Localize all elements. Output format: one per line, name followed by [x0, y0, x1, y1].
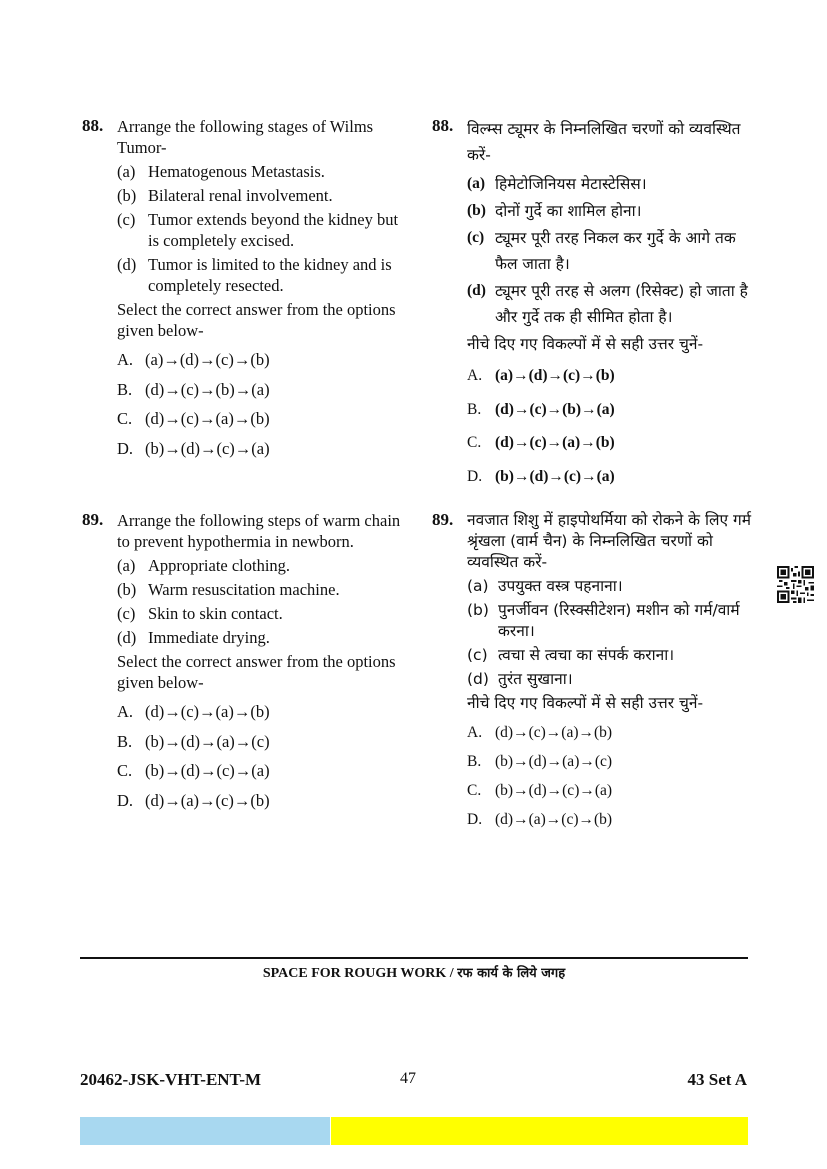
- question-89-hindi: [432, 510, 762, 838]
- option-c: C. (d)→(c)→(a)→(b): [117, 409, 270, 428]
- question-88-hindi: [432, 116, 762, 499]
- question-number: 89.: [82, 510, 104, 529]
- list-item: (d) ट्यूमर पूरी तरह से अलग (रिसेक्ट) हो जाता है और गुर्दे तक ही सीमित होता है।: [467, 282, 748, 326]
- option-b: B. (d)→(c)→(b)→(a): [117, 379, 270, 399]
- list-item: (c) Tumor extends beyond the kidney but is completely excised.: [117, 210, 399, 250]
- footer-color-bar-yellow: [331, 1117, 748, 1145]
- question-stem: Arrange the following stages of Wilms Tumor-: [117, 117, 374, 157]
- option-a: A. (a)→(d)→(c)→(b): [467, 367, 615, 384]
- footer-color-bar-blue: [80, 1117, 330, 1145]
- option-c: C. (b)→(d)→(c)→(a): [467, 782, 613, 799]
- list-item: (a) उपयुक्त वस्त्र पहनाना।: [467, 577, 623, 595]
- question-89-english: [82, 510, 412, 819]
- set-label: 43 Set A: [687, 1070, 747, 1089]
- option-d: D. (b)→(d)→(c)→(a): [467, 467, 615, 485]
- list-item: (b) पुनर्जीवन (रिस्क्सीटेशन) मशीन को गर्म/वार्म करना।: [467, 601, 740, 640]
- instruction: नीचे दिए गए विकल्पों में से सही उत्तर चुनें-: [467, 335, 704, 353]
- divider: [80, 957, 748, 959]
- option-a: A. (d)→(c)→(a)→(b): [467, 724, 613, 741]
- option-c: C. (b)→(d)→(c)→(a): [117, 761, 270, 780]
- page-number: 47: [400, 1070, 416, 1087]
- question-stem: विल्म्स ट्यूमर के निम्नलिखित चरणों को व्यवस्थित करें-: [467, 120, 741, 164]
- rough-work-heading: SPACE FOR ROUGH WORK / रफ कार्य के लिये जगह: [262, 966, 566, 981]
- option-c: C. (d)→(c)→(a)→(b): [467, 434, 615, 451]
- instruction: Select the correct answer from the options given below-: [117, 652, 396, 692]
- option-b: B. (d)→(c)→(b)→(a): [467, 400, 615, 418]
- question-stem: नवजात शिशु में हाइपोथर्मिया को रोकने के लिए गर्म श्रृंखला (वार्म चैन) के निम्नलिखित चरणों को व्यवस्थित करें-: [467, 511, 751, 571]
- list-item: (b) दोनों गुर्दे का शामिल होना।: [467, 202, 642, 220]
- list-item: (c) Skin to skin contact.: [117, 604, 283, 623]
- option-d: D. (d)→(a)→(c)→(b): [117, 790, 270, 810]
- list-item: (c) त्वचा से त्वचा का संपर्क कराना।: [467, 646, 675, 664]
- option-d: D. (b)→(d)→(c)→(a): [117, 438, 270, 458]
- list-item: (a) Appropriate clothing.: [117, 556, 291, 575]
- list-item: (c) ट्यूमर पूरी तरह निकल कर गुर्दे के आगे तक फैल जाता है।: [467, 229, 736, 273]
- option-b: B. (b)→(d)→(a)→(c): [117, 731, 270, 751]
- option-b: B. (b)→(d)→(a)→(c): [467, 753, 613, 770]
- instruction: नीचे दिए गए विकल्पों में से सही उत्तर चुनें-: [467, 694, 704, 712]
- question-stem: Arrange the following steps of warm chain to prevent hypothermia in newborn.: [117, 511, 401, 551]
- qr-code-icon: [777, 566, 814, 603]
- question-number: 89.: [432, 510, 454, 529]
- list-item: (d) तुरंत सुखाना।: [467, 670, 573, 688]
- list-item: (d) Tumor is limited to the kidney and is completely resected.: [117, 255, 392, 295]
- instruction: Select the correct answer from the options given below-: [117, 300, 396, 340]
- question-88-english: [82, 116, 412, 467]
- list-item: (b) Warm resuscitation machine.: [117, 580, 340, 599]
- option-a: A. (d)→(c)→(a)→(b): [117, 702, 270, 721]
- option-a: A. (a)→(d)→(c)→(b): [117, 350, 270, 369]
- list-item: (d) Immediate drying.: [117, 628, 270, 647]
- list-item: (b) Bilateral renal involvement.: [117, 186, 333, 205]
- list-item: (a) Hematogenous Metastasis.: [117, 162, 325, 181]
- list-item: (a) हिमेटोजिनियस मेटास्टेसिस।: [467, 175, 647, 193]
- question-number: 88.: [432, 116, 454, 135]
- option-d: D. (d)→(a)→(c)→(b): [467, 811, 613, 828]
- booklet-code: 20462-JSK-VHT-ENT-M: [80, 1070, 262, 1089]
- question-number: 88.: [82, 116, 104, 135]
